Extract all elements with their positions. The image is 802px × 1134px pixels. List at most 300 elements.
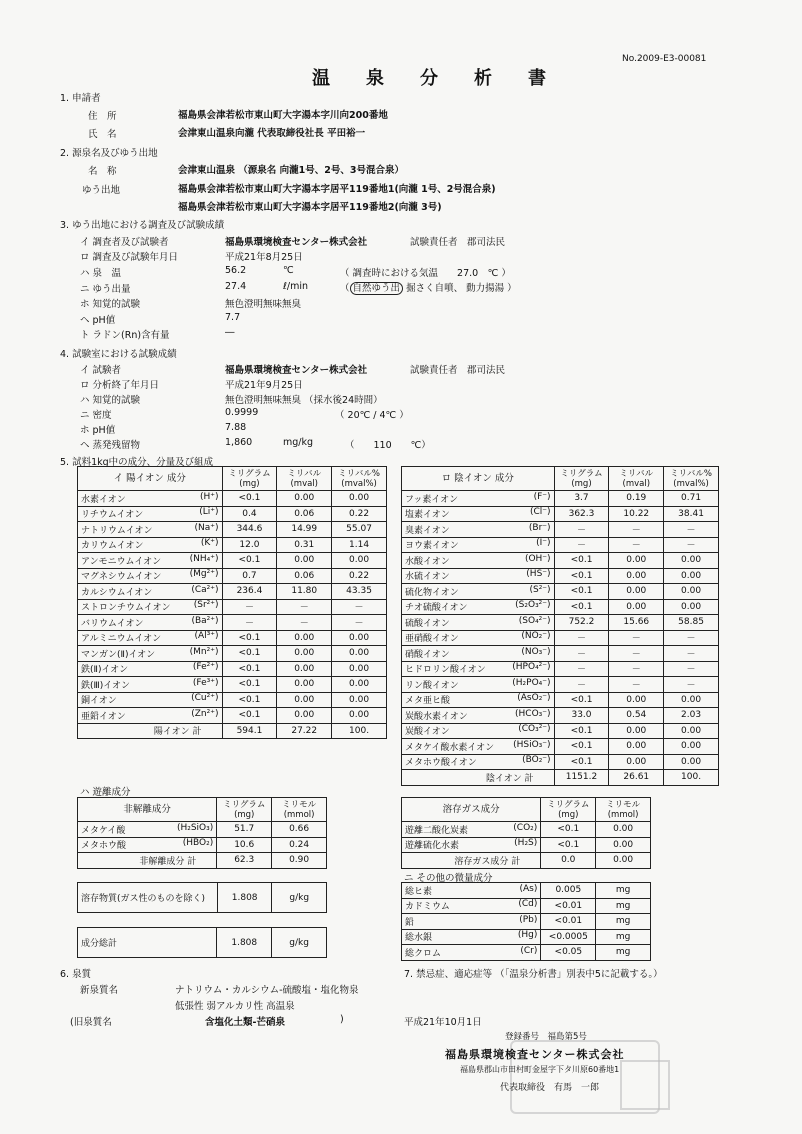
anion-name: 硫化物イオン [405,587,459,598]
total-components-unit: g/kg [272,928,327,958]
cation-formula: (Mn²⁺) [189,646,219,657]
anion-name: 硫酸イオン [405,618,450,629]
analysis-date-label: ロ 分析終了年月日 [80,380,160,391]
cation-total-mval: 27.22 [277,723,332,739]
anion-mval: 0.00 [609,599,664,615]
anion-name-cell [402,739,555,755]
document-title: 温 泉 分 析 書 [312,68,555,89]
anion-pct: 0.00 [664,599,719,615]
cation-name-wrap [81,600,219,613]
cation-mg: － [222,599,277,615]
trace-row [402,914,651,930]
field-ph: 7.7 [225,312,241,323]
spring-temp-unit: ℃ [283,265,294,276]
applicant-address: 福島県会津若松市東山町大字湯本字川向200番地 [178,110,388,121]
address-label: 住 所 [88,111,117,122]
trace-name-cell [402,898,541,914]
trace-value: <0.01 [541,898,596,914]
natural-flow-circled: 自然ゆう出 [350,282,404,295]
anion-row [402,537,719,553]
anion-name-wrap [405,600,551,613]
anion-name-cell [402,506,555,522]
cation-pct: 0.00 [332,491,387,507]
cation-mval: 0.00 [277,677,332,693]
anion-formula: (OH⁻) [524,553,551,564]
nondiss-formula: (H₂SiO₃) [176,822,214,833]
anion-mg: － [554,522,609,538]
new-quality-2: 低張性 弱アルカリ性 高温泉 [175,1001,295,1012]
analysis-date: 平成21年9月25日 [225,380,303,391]
anion-name: 水酸イオン [405,556,450,567]
anion-formula: (F⁻) [533,491,551,502]
cation-mval: 0.00 [277,553,332,569]
anion-formula: (S²⁻) [529,584,551,595]
cation-name-cell [78,692,223,708]
anion-mval: 0.19 [609,491,664,507]
trace-name-wrap [405,884,537,897]
anion-formula: (HPO₄²⁻) [512,662,551,673]
cation-name-wrap [81,507,219,520]
spring-temp: 56.2 [225,265,247,276]
anion-total-mval: 26.61 [609,770,664,786]
cation-name-wrap [81,693,219,706]
density-label: ニ 密度 [80,410,112,421]
anion-mg: <0.1 [554,599,609,615]
cation-formula: (H⁺) [199,491,219,502]
anion-name: 亜硝酸イオン [405,634,459,645]
cation-mval: 0.06 [277,506,332,522]
trace-row [402,929,651,945]
cation-name-cell [78,630,223,646]
trace-table [401,882,651,961]
gas-formula: (CO₂) [513,822,538,833]
anion-name-wrap [405,740,551,753]
trace-name-cell [402,929,541,945]
anion-total-row [402,770,719,786]
trace-row [402,945,651,961]
anion-name-cell [402,553,555,569]
nondiss-total-row [78,853,327,869]
cation-mval: 0.00 [277,708,332,724]
cation-pct: 0.00 [332,630,387,646]
trace-row [402,898,651,914]
anion-header: ロ 陰イオン 成分 [402,467,555,491]
anion-mval: 0.00 [609,553,664,569]
gas-formula: (H₂S) [514,838,538,849]
anion-mg: 33.0 [554,708,609,724]
gas-name: 遊離硫化水素 [405,841,460,852]
spring-location-label: ゆう出地 [82,185,121,196]
representative-seal [620,1060,670,1110]
cation-mval: － [277,599,332,615]
cation-mg: <0.1 [222,491,277,507]
anion-pct: 0.00 [664,754,719,770]
anion-name: メタホウ酸イオン [405,758,477,769]
anion-pct: － [664,646,719,662]
trace-formula: (Pb) [519,914,538,925]
field-perception: 無色澄明無味無臭 [225,299,302,310]
anion-name-cell [402,491,555,507]
anion-name-wrap [405,554,551,567]
gas-total-mg: 0.0 [541,853,596,869]
anion-name: 炭酸イオン [405,727,450,738]
nondiss-total-mmol: 0.90 [272,853,327,869]
anion-mg-header: ミリグラム (mg) [554,467,609,491]
nondiss-mg: 10.6 [217,837,272,853]
cation-row [78,708,387,724]
gas-row [402,837,651,853]
nondissociated-table [77,797,327,869]
anion-row [402,723,719,739]
cation-name-wrap [81,492,219,505]
spring-location-1: 福島県会津若松市東山町大字湯本字居平119番地1(向瀧 1号、2号混合泉) [178,184,496,195]
anion-mg: － [554,630,609,646]
residue-label: ヘ 蒸発残留物 [80,440,141,451]
cation-name-cell [78,491,223,507]
anion-formula: (Br⁻) [528,522,551,533]
cation-name-wrap [81,538,219,551]
cation-mval: 11.80 [277,584,332,600]
cation-name-wrap [81,631,219,644]
anion-mval: － [609,537,664,553]
nondiss-name: メタホウ酸 [81,841,127,852]
cation-pct: 0.00 [332,661,387,677]
trace-name-cell [402,883,541,899]
section3-heading: 3. ゆう出地における調査及び試験成績 [60,220,225,231]
anion-name-cell [402,677,555,693]
cation-formula: (Ba²⁺) [191,615,219,626]
anion-name: ヒドロリン酸イオン [405,665,486,676]
anion-name: メタケイ酸水素イオン [405,742,495,753]
new-quality-label: 新泉質名 [80,985,119,996]
cation-total-mg: 594.1 [222,723,277,739]
cation-mg: <0.1 [222,661,277,677]
residue-condition: （ 110 ℃） [345,440,431,451]
anion-pct: － [664,630,719,646]
dissolved-label: 溶存物質(ガス性のものを除く) [78,883,218,913]
anion-formula: (NO₂⁻) [521,631,551,642]
cation-name-cell [78,708,223,724]
flow-rate: 27.4 [225,281,247,292]
anion-row [402,568,719,584]
anion-formula: (SO₄²⁻) [518,615,551,626]
cation-formula: (Zn²⁺) [191,708,219,719]
total-components-value: 1.808 [217,928,272,958]
trace-name-wrap [405,946,537,959]
anion-formula: (HSiO₃⁻) [513,739,551,750]
trace-formula: (Cd) [518,899,538,910]
cation-pct: 1.14 [332,537,387,553]
anion-pct: 38.41 [664,506,719,522]
cation-mg: <0.1 [222,646,277,662]
old-quality-label: (旧泉質名 [70,1017,112,1028]
anion-pct: － [664,522,719,538]
anion-pct: － [664,537,719,553]
cation-pct: 0.00 [332,646,387,662]
anion-mg: <0.1 [554,584,609,600]
cation-name-wrap [81,662,219,675]
cation-formula: (Al³⁺) [194,631,219,642]
anion-name: 臭素イオン [405,525,450,536]
anion-mg: <0.1 [554,723,609,739]
anion-formula: (S₂O₃²⁻) [515,600,551,611]
lab-tester-label: イ 試験者 [80,365,122,376]
anion-name: フッ素イオン [405,494,459,505]
trace-unit: mg [596,914,651,930]
anion-name-cell [402,615,555,631]
cation-name: 銅イオン [81,696,117,707]
cation-mg: <0.1 [222,630,277,646]
cation-name: バリウムイオン [81,618,144,629]
anion-pct: 0.71 [664,491,719,507]
gas-name-wrap [405,838,537,851]
anion-name-wrap [405,569,551,582]
anion-mval: 0.00 [609,584,664,600]
cation-mg: <0.1 [222,553,277,569]
anion-name: リン酸イオン [405,680,459,691]
anion-formula: (BO₂⁻) [522,755,551,766]
cation-row [78,646,387,662]
anion-mg: 362.3 [554,506,609,522]
cation-pct: 55.07 [332,522,387,538]
anion-name: ヨウ素イオン [405,541,459,552]
cation-name-wrap [81,523,219,536]
anion-mg: － [554,537,609,553]
nondiss-row [78,822,327,838]
nondiss-name-cell [78,837,217,853]
nondiss-total-label: 非解離成分 計 [78,853,217,869]
cation-name-cell [78,522,223,538]
cation-row [78,537,387,553]
total-components-label: 成分総計 [78,928,217,958]
cation-name-wrap [81,616,219,629]
trace-name-wrap [405,930,537,943]
anion-mval: － [609,630,664,646]
cation-total-pct: 100. [332,723,387,739]
nondiss-mmol: 0.66 [272,822,327,838]
cation-formula: (Cu²⁺) [191,693,219,704]
gas-total-mmol: 0.00 [596,853,651,869]
cation-pct: 0.22 [332,506,387,522]
spring-temp-label: ハ 泉 温 [80,268,122,279]
document-number: No.2009-E3-00081 [622,54,707,64]
cation-name-cell [78,646,223,662]
cation-row [78,553,387,569]
anion-row [402,584,719,600]
cation-mg: 0.4 [222,506,277,522]
anion-name-cell [402,646,555,662]
anion-row [402,708,719,724]
anion-formula: (NO₃⁻) [521,646,551,657]
flow-type-open: （ [340,283,350,294]
cation-pct: 0.22 [332,568,387,584]
field-test-date-label: ロ 調査及び試験年月日 [80,252,179,263]
anion-name-wrap [405,755,551,768]
cation-mg: <0.1 [222,692,277,708]
anion-name: メタ亜ヒ酸 [405,696,451,707]
anion-mg: <0.1 [554,568,609,584]
anion-total-label: 陰イオン 計 [402,770,555,786]
anion-row [402,599,719,615]
anion-name-wrap [405,709,551,722]
anion-mval: － [609,522,664,538]
cation-mval: 0.00 [277,661,332,677]
cation-name-cell [78,584,223,600]
cation-row [78,506,387,522]
cation-name-cell [78,677,223,693]
nondiss-mg-header: ミリグラム (mg) [217,798,272,822]
cation-row [78,584,387,600]
cation-name: マンガン(Ⅱ)イオン [81,649,156,660]
cation-name-cell [78,568,223,584]
total-components-row [78,928,327,958]
trace-rows [402,883,651,961]
anion-formula: (HCO₃⁻) [515,708,551,719]
cation-name-wrap [81,647,219,660]
representative: 代表取締役 有馬 一郎 [500,1083,600,1093]
cation-row [78,677,387,693]
anion-mg: － [554,646,609,662]
anion-row [402,692,719,708]
cation-name: 鉄(Ⅱ)イオン [81,665,129,676]
cation-formula: (Mg²⁺) [189,569,219,580]
anion-name-wrap [405,693,551,706]
registration-number: 登録番号 福島第5号 [505,1032,587,1042]
anion-row [402,506,719,522]
cation-name: 水素イオン [81,494,126,505]
cation-row [78,615,387,631]
trace-name: カドミウム [405,902,450,913]
cation-row [78,599,387,615]
trace-value: 0.005 [541,883,596,899]
anion-row [402,739,719,755]
trace-value: <0.0005 [541,929,596,945]
trace-name: 総水銀 [405,933,433,944]
gas-row [402,822,651,838]
trace-unit: mg [596,945,651,961]
field-test-responsible: 試験責任者 郡司法民 [410,237,506,248]
gas-mg: <0.1 [541,822,596,838]
gas-total-row [402,853,651,869]
cation-pct: － [332,615,387,631]
cation-name: 鉄(Ⅲ)イオン [81,680,130,691]
source-name-label: 名 称 [88,166,117,177]
anion-pct: 0.00 [664,553,719,569]
anion-row [402,522,719,538]
anion-name-wrap [405,523,551,536]
anion-name-cell [402,708,555,724]
lab-perception-label: ハ 知覚的試験 [80,395,141,406]
cation-pct: 0.00 [332,553,387,569]
anion-mval: 0.00 [609,568,664,584]
old-quality: 含塩化土類-芒硝泉 [205,1017,285,1028]
section2-heading: 2. 源泉名及びゆう出地 [60,148,158,159]
anion-row [402,553,719,569]
anion-name-wrap [405,507,551,520]
cation-pct: － [332,599,387,615]
anion-name-cell [402,522,555,538]
trace-row [402,883,651,899]
cation-mg: － [222,615,277,631]
trace-name: 鉛 [405,917,415,928]
cation-name-wrap [81,569,219,582]
anion-name-cell [402,661,555,677]
anion-name: 水硫イオン [405,572,450,583]
cation-formula: (NH₄⁺) [189,553,219,564]
radon-label: ト ラドン(Rn)含有量 [80,330,170,341]
cation-name: アンモニウムイオン [81,556,162,567]
nondiss-mg: 51.7 [217,822,272,838]
anion-mval: 0.00 [609,739,664,755]
anion-row [402,661,719,677]
anion-pct: 2.03 [664,708,719,724]
anion-formula: (CO₃²⁻) [518,724,551,735]
cation-name-wrap [81,554,219,567]
trace-name-cell [402,914,541,930]
trace-unit: mg [596,898,651,914]
trace-name: 総クロム [405,948,442,959]
cation-formula: (Li⁺) [199,507,219,518]
cation-name: カルシウムイオン [81,587,153,598]
trace-name-cell [402,945,541,961]
cation-pct: 0.00 [332,677,387,693]
cation-formula: (Na⁺) [194,522,219,533]
cation-pct: 0.00 [332,708,387,724]
cation-name-cell [78,599,223,615]
cation-mg: 236.4 [222,584,277,600]
trace-unit: mg [596,929,651,945]
anion-name-wrap [405,585,551,598]
field-perception-label: ホ 知覚的試験 [80,299,141,310]
cation-name-cell [78,661,223,677]
dissolved-table [77,882,327,913]
cation-mval: 14.99 [277,522,332,538]
lab-tester: 福島県環境検査センター株式会社 [225,365,368,376]
anion-formula: (AsO₂⁻) [517,693,551,704]
cation-name: アルミニウムイオン [81,634,162,645]
cation-mval: 0.00 [277,491,332,507]
cation-name-cell [78,537,223,553]
anion-row [402,677,719,693]
anion-mval: － [609,677,664,693]
anion-mval: 0.00 [609,723,664,739]
cation-mval: 0.00 [277,646,332,662]
new-quality: ナトリウム・カルシウム-硫酸塩・塩化物泉 [175,985,359,996]
cation-mval: 0.31 [277,537,332,553]
nondiss-mmol: 0.24 [272,837,327,853]
section1-heading: 1. 申請者 [60,93,101,104]
gas-mmol-header: ミリモル (mmol) [596,798,651,822]
density: 0.9999 [225,407,259,418]
anion-formula: (I⁻) [536,538,551,549]
nondiss-total-mg: 62.3 [217,853,272,869]
cation-mval: － [277,615,332,631]
trace-formula: (Hg) [517,930,538,941]
anion-row [402,491,719,507]
residue-unit: mg/kg [283,437,314,448]
anion-total-mg: 1151.2 [554,770,609,786]
cation-pct: 43.35 [332,584,387,600]
anion-mg: 752.2 [554,615,609,631]
anion-row [402,646,719,662]
cation-name-wrap [81,709,219,722]
anion-name-wrap [405,631,551,644]
gas-mmol: 0.00 [596,837,651,853]
nondiss-name-cell [78,822,217,838]
cation-name: ナトリウムイオン [81,525,153,536]
anion-mg: <0.1 [554,754,609,770]
cation-mg: <0.1 [222,708,277,724]
